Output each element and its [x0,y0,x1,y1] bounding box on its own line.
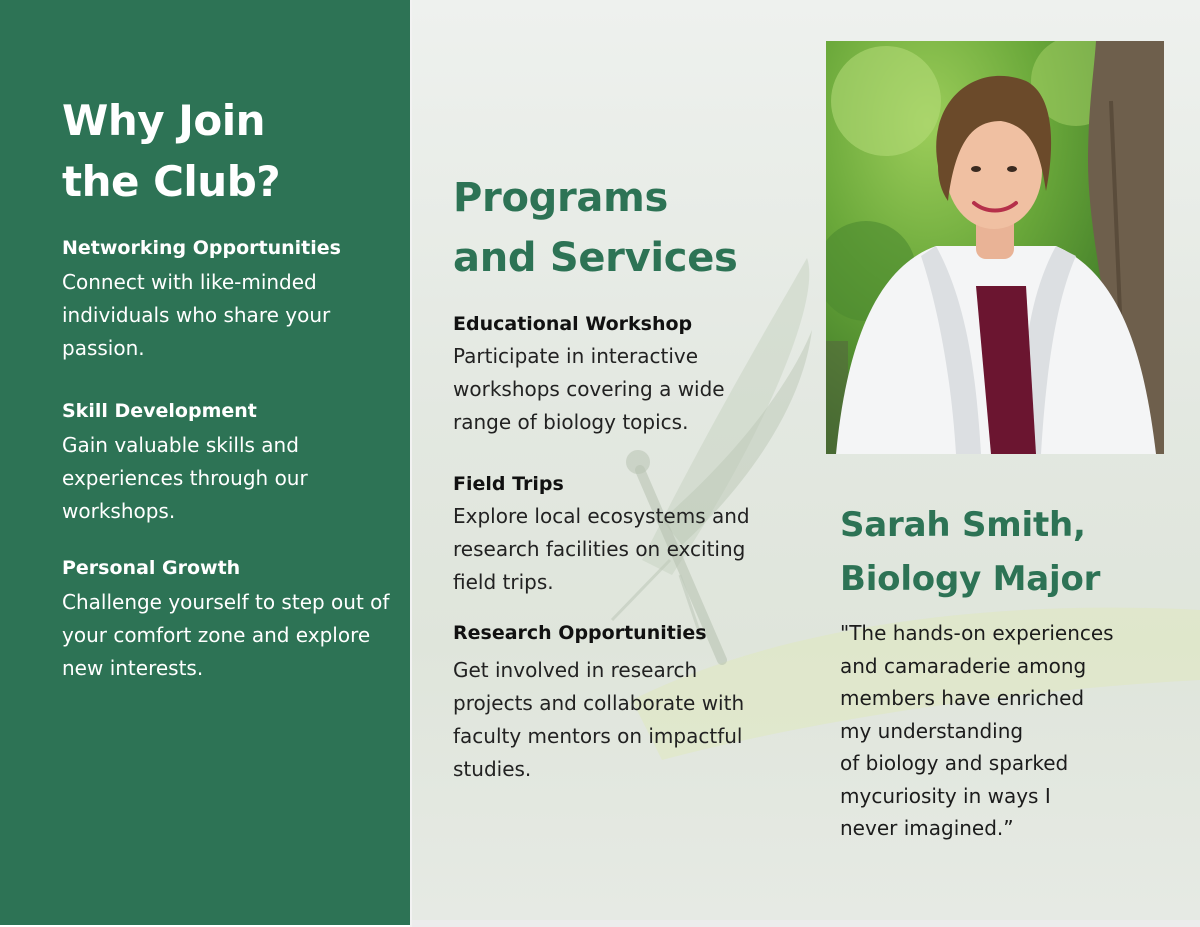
quote-line: never imagined.” [840,816,1014,840]
program-title: Research Opportunities [453,622,707,644]
benefit-personal-growth [62,555,392,685]
student-photo [826,41,1164,454]
programs-heading-line-2: and Services [453,235,738,281]
benefit-text: Gain valuable skills and experiences through our workshops. [62,433,308,523]
why-join-heading [62,90,382,212]
program-text: Get involved in research projects and collaborate with faculty mentors on impactful studies. [453,658,745,781]
quote-line: members have enriched [840,686,1085,710]
program-text: Participate in interactive workshops covering a wide range of biology topics. [453,344,725,434]
benefit-skill-development [62,398,392,528]
benefit-title: Skill Development [62,400,257,422]
benefit-networking [62,235,392,365]
quote-line: mycuriosity in ways I [840,783,1051,808]
quote-line: of biology and sparked [840,751,1069,775]
program-title: Educational Workshop [453,313,693,335]
program-title: Field Trips [453,473,564,495]
quote-line: and camaraderie among [840,653,1087,678]
testimonial-name-heading [840,498,1180,606]
student-portrait-illustration [826,41,1164,454]
benefit-text: Challenge yourself to step out of your comfort zone and explore new interests. [62,590,390,680]
why-join-heading-line-1: Why Join [62,96,266,145]
benefit-title: Personal Growth [62,557,241,579]
why-join-heading-line-2: the Club? [62,157,281,206]
program-text: Explore local ecosystems and research facilities on exciting field trips. [453,504,750,594]
programs-heading [453,168,793,288]
testimonial-name-line-2: Biology Major [840,559,1101,599]
benefit-text: Connect with like-minded individuals who share your passion. [62,270,331,360]
testimonial-quote [840,617,1180,845]
program-field-trips [453,471,783,599]
bottom-strip [412,920,1200,927]
programs-heading-line-1: Programs [453,175,668,221]
program-educational-workshop [453,311,783,439]
testimonial-name-line-1: Sarah Smith, [840,505,1086,545]
quote-line: "The hands-on experiences [840,621,1114,645]
program-research-opportunities [453,620,783,786]
quote-line: my understanding [840,718,1024,743]
benefit-title: Networking Opportunities [62,237,341,259]
